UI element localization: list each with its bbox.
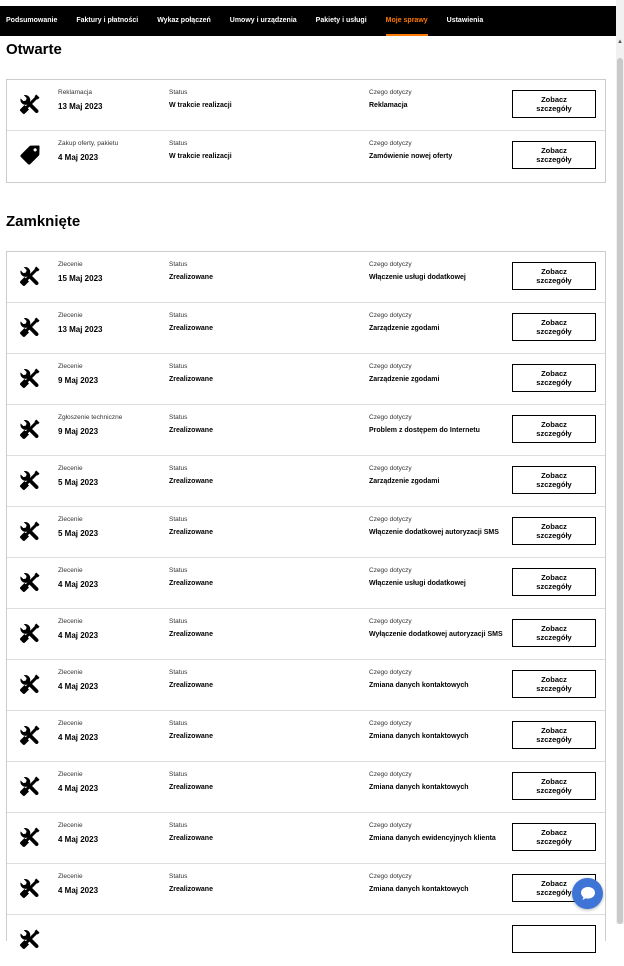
concern-value: Zmiana danych kontaktowych [369, 682, 469, 689]
nav-item-podsumowanie[interactable]: Podsumowanie [6, 17, 58, 24]
case-date: 4 Maj 2023 [58, 784, 99, 793]
tools-icon [19, 418, 41, 440]
status-value: Zrealizowane [169, 478, 213, 485]
details-button[interactable]: Zobacz szczegóły [512, 262, 596, 290]
status-label: Status [169, 822, 188, 829]
case-date: 4 Maj 2023 [58, 153, 99, 162]
status-value: Zrealizowane [169, 733, 213, 740]
case-type: Zlecenie [58, 516, 83, 523]
details-button[interactable]: Zobacz szczegóły [512, 517, 596, 545]
scroll-up-icon[interactable]: ▲ [617, 39, 623, 45]
nav-item-ustawienia[interactable]: Ustawienia [446, 17, 484, 24]
case-type: Zlecenie [58, 465, 83, 472]
case-type: Zlecenie [58, 669, 83, 676]
case-type: Zlecenie [58, 822, 83, 829]
case-row [7, 507, 605, 558]
closed-cases-list [6, 251, 606, 941]
tools-icon [19, 928, 41, 950]
concern-value: Włączenie usługi dodatkowej [369, 580, 466, 587]
concern-value: Zarządzenie zgodami [369, 325, 440, 332]
concern-label: Czego dotyczy [369, 261, 412, 268]
tools-icon [19, 877, 41, 899]
tools-icon [19, 520, 41, 542]
concern-label: Czego dotyczy [369, 669, 412, 676]
case-type: Zlecenie [58, 873, 83, 880]
tools-icon [19, 367, 41, 389]
status-value: Zrealizowane [169, 274, 213, 281]
tools-icon [19, 775, 41, 797]
concern-value: Zmiana danych kontaktowych [369, 784, 469, 791]
nav-item-moje-sprawy[interactable]: Moje sprawy [386, 6, 428, 36]
details-button[interactable]: Zobacz szczegóły [512, 823, 596, 851]
concern-value: Zmiana danych ewidencyjnych klienta [369, 835, 496, 842]
concern-value: Zamówienie nowej oferty [369, 153, 453, 160]
concern-label: Czego dotyczy [369, 618, 412, 625]
status-value: Zrealizowane [169, 835, 213, 842]
chat-icon [580, 886, 596, 901]
status-label: Status [169, 618, 188, 625]
details-button[interactable]: Zobacz szczegóły [512, 364, 596, 392]
case-type: Zlecenie [58, 363, 83, 370]
concern-label: Czego dotyczy [369, 465, 412, 472]
concern-value: Zarządzenie zgodami [369, 478, 440, 485]
case-date: 4 Maj 2023 [58, 886, 99, 895]
case-row [7, 354, 605, 405]
status-value: W trakcie realizacji [169, 102, 232, 109]
status-value: Zrealizowane [169, 427, 213, 434]
nav-item-faktury[interactable]: Faktury i płatności [76, 17, 139, 24]
case-date: 5 Maj 2023 [58, 478, 99, 487]
case-row [7, 864, 605, 915]
case-row [7, 303, 605, 354]
case-type: Zakup oferty, pakietu [58, 140, 119, 147]
status-label: Status [169, 312, 188, 319]
case-date: 4 Maj 2023 [58, 631, 99, 640]
concern-value: Problem z dostępem do Internetu [369, 427, 480, 434]
status-label: Status [169, 363, 188, 370]
concern-label: Czego dotyczy [369, 414, 412, 421]
case-row [7, 762, 605, 813]
concern-label: Czego dotyczy [369, 516, 412, 523]
case-row [7, 252, 605, 303]
status-label: Status [169, 89, 188, 96]
case-type: Zlecenie [58, 720, 83, 727]
tools-icon [19, 673, 41, 695]
chat-button[interactable] [572, 878, 603, 909]
case-date: 15 Maj 2023 [58, 274, 103, 283]
status-value: Zrealizowane [169, 325, 213, 332]
tools-icon [19, 265, 41, 287]
tools-icon [19, 724, 41, 746]
section-title-closed: Zamknięte [6, 213, 81, 230]
status-value: Zrealizowane [169, 580, 213, 587]
tools-icon [19, 622, 41, 644]
tools-icon [19, 93, 41, 115]
case-type: Zlecenie [58, 261, 83, 268]
top-navigation [0, 6, 616, 36]
concern-value: Zarządzenie zgodami [369, 376, 440, 383]
status-value: Zrealizowane [169, 631, 213, 638]
details-button[interactable]: Zobacz szczegóły [512, 141, 596, 169]
details-button[interactable]: Zobacz szczegóły [512, 670, 596, 698]
concern-label: Czego dotyczy [369, 771, 412, 778]
status-label: Status [169, 771, 188, 778]
status-value: Zrealizowane [169, 784, 213, 791]
case-type: Zlecenie [58, 312, 83, 319]
case-date: 13 Maj 2023 [58, 325, 103, 334]
case-date: 13 Maj 2023 [58, 102, 103, 111]
tools-icon [19, 826, 41, 848]
concern-label: Czego dotyczy [369, 720, 412, 727]
case-row [7, 456, 605, 507]
status-label: Status [169, 567, 188, 574]
case-type: Reklamacja [58, 89, 92, 96]
scrollbar[interactable] [616, 0, 624, 924]
tag-icon [19, 144, 41, 166]
details-button[interactable]: Zobacz szczegóły [512, 466, 596, 494]
status-value: W trakcie realizacji [169, 153, 232, 160]
details-button[interactable]: Zobacz szczegóły [512, 568, 596, 596]
concern-label: Czego dotyczy [369, 873, 412, 880]
details-button[interactable]: Zobacz szczegóły [512, 772, 596, 800]
concern-label: Czego dotyczy [369, 363, 412, 370]
details-button[interactable]: Zobacz szczegóły [512, 619, 596, 647]
case-row [7, 609, 605, 660]
status-label: Status [169, 516, 188, 523]
concern-label: Czego dotyczy [369, 822, 412, 829]
details-button[interactable]: Zobacz szczegóły [512, 721, 596, 749]
case-date: 4 Maj 2023 [58, 580, 99, 589]
concern-label: Czego dotyczy [369, 89, 412, 96]
status-value: Zrealizowane [169, 682, 213, 689]
case-row [7, 80, 605, 131]
nav-item-umowy[interactable]: Umowy i urządzenia [229, 17, 297, 24]
concern-value: Włączenie usługi dodatkowej [369, 274, 466, 281]
status-value: Zrealizowane [169, 529, 213, 536]
status-label: Status [169, 720, 188, 727]
nav-item-pakiety[interactable]: Pakiety i usługi [315, 17, 367, 24]
case-type: Zlecenie [58, 618, 83, 625]
status-label: Status [169, 261, 188, 268]
open-cases-list [6, 79, 606, 183]
status-label: Status [169, 669, 188, 676]
concern-label: Czego dotyczy [369, 312, 412, 319]
tools-icon [19, 571, 41, 593]
concern-value: Włączenie dodatkowej autoryzacji SMS [369, 529, 499, 536]
details-button[interactable]: Zobacz szczegóły [512, 313, 596, 341]
case-row [7, 405, 605, 456]
concern-label: Czego dotyczy [369, 140, 412, 147]
case-row [7, 558, 605, 609]
details-button[interactable]: Zobacz szczegóły [512, 415, 596, 443]
details-button[interactable]: Zobacz szczegóły [512, 874, 596, 902]
case-type: Zgłoszenie techniczne [58, 414, 123, 421]
tools-icon [19, 316, 41, 338]
case-date: 4 Maj 2023 [58, 682, 99, 691]
concern-label: Czego dotyczy [369, 567, 412, 574]
status-label: Status [169, 873, 188, 880]
case-row [7, 660, 605, 711]
details-button[interactable] [512, 925, 596, 953]
case-row [7, 131, 605, 182]
case-date: 4 Maj 2023 [58, 835, 99, 844]
status-label: Status [169, 140, 188, 147]
status-label: Status [169, 465, 188, 472]
nav-item-wykaz-polaczen[interactable]: Wykaz połączeń [157, 17, 211, 24]
case-row [7, 711, 605, 762]
concern-value: Zmiana danych kontaktowych [369, 733, 469, 740]
concern-value: Reklamacja [369, 102, 408, 109]
details-button[interactable]: Zobacz szczegóły [512, 90, 596, 118]
status-label: Status [169, 414, 188, 421]
case-date: 9 Maj 2023 [58, 376, 99, 385]
concern-value: Wyłączenie dodatkowej autoryzacji SMS [369, 631, 503, 638]
status-value: Zrealizowane [169, 886, 213, 893]
case-type: Zlecenie [58, 567, 83, 574]
case-date: 4 Maj 2023 [58, 733, 99, 742]
scrollbar-thumb[interactable] [617, 58, 623, 924]
concern-value: Zmiana danych kontaktowych [369, 886, 469, 893]
case-date: 9 Maj 2023 [58, 427, 99, 436]
case-type: Zlecenie [58, 771, 83, 778]
section-title-open: Otwarte [6, 41, 62, 58]
case-row [7, 813, 605, 864]
case-row [7, 915, 605, 966]
tools-icon [19, 469, 41, 491]
case-date: 5 Maj 2023 [58, 529, 99, 538]
status-value: Zrealizowane [169, 376, 213, 383]
